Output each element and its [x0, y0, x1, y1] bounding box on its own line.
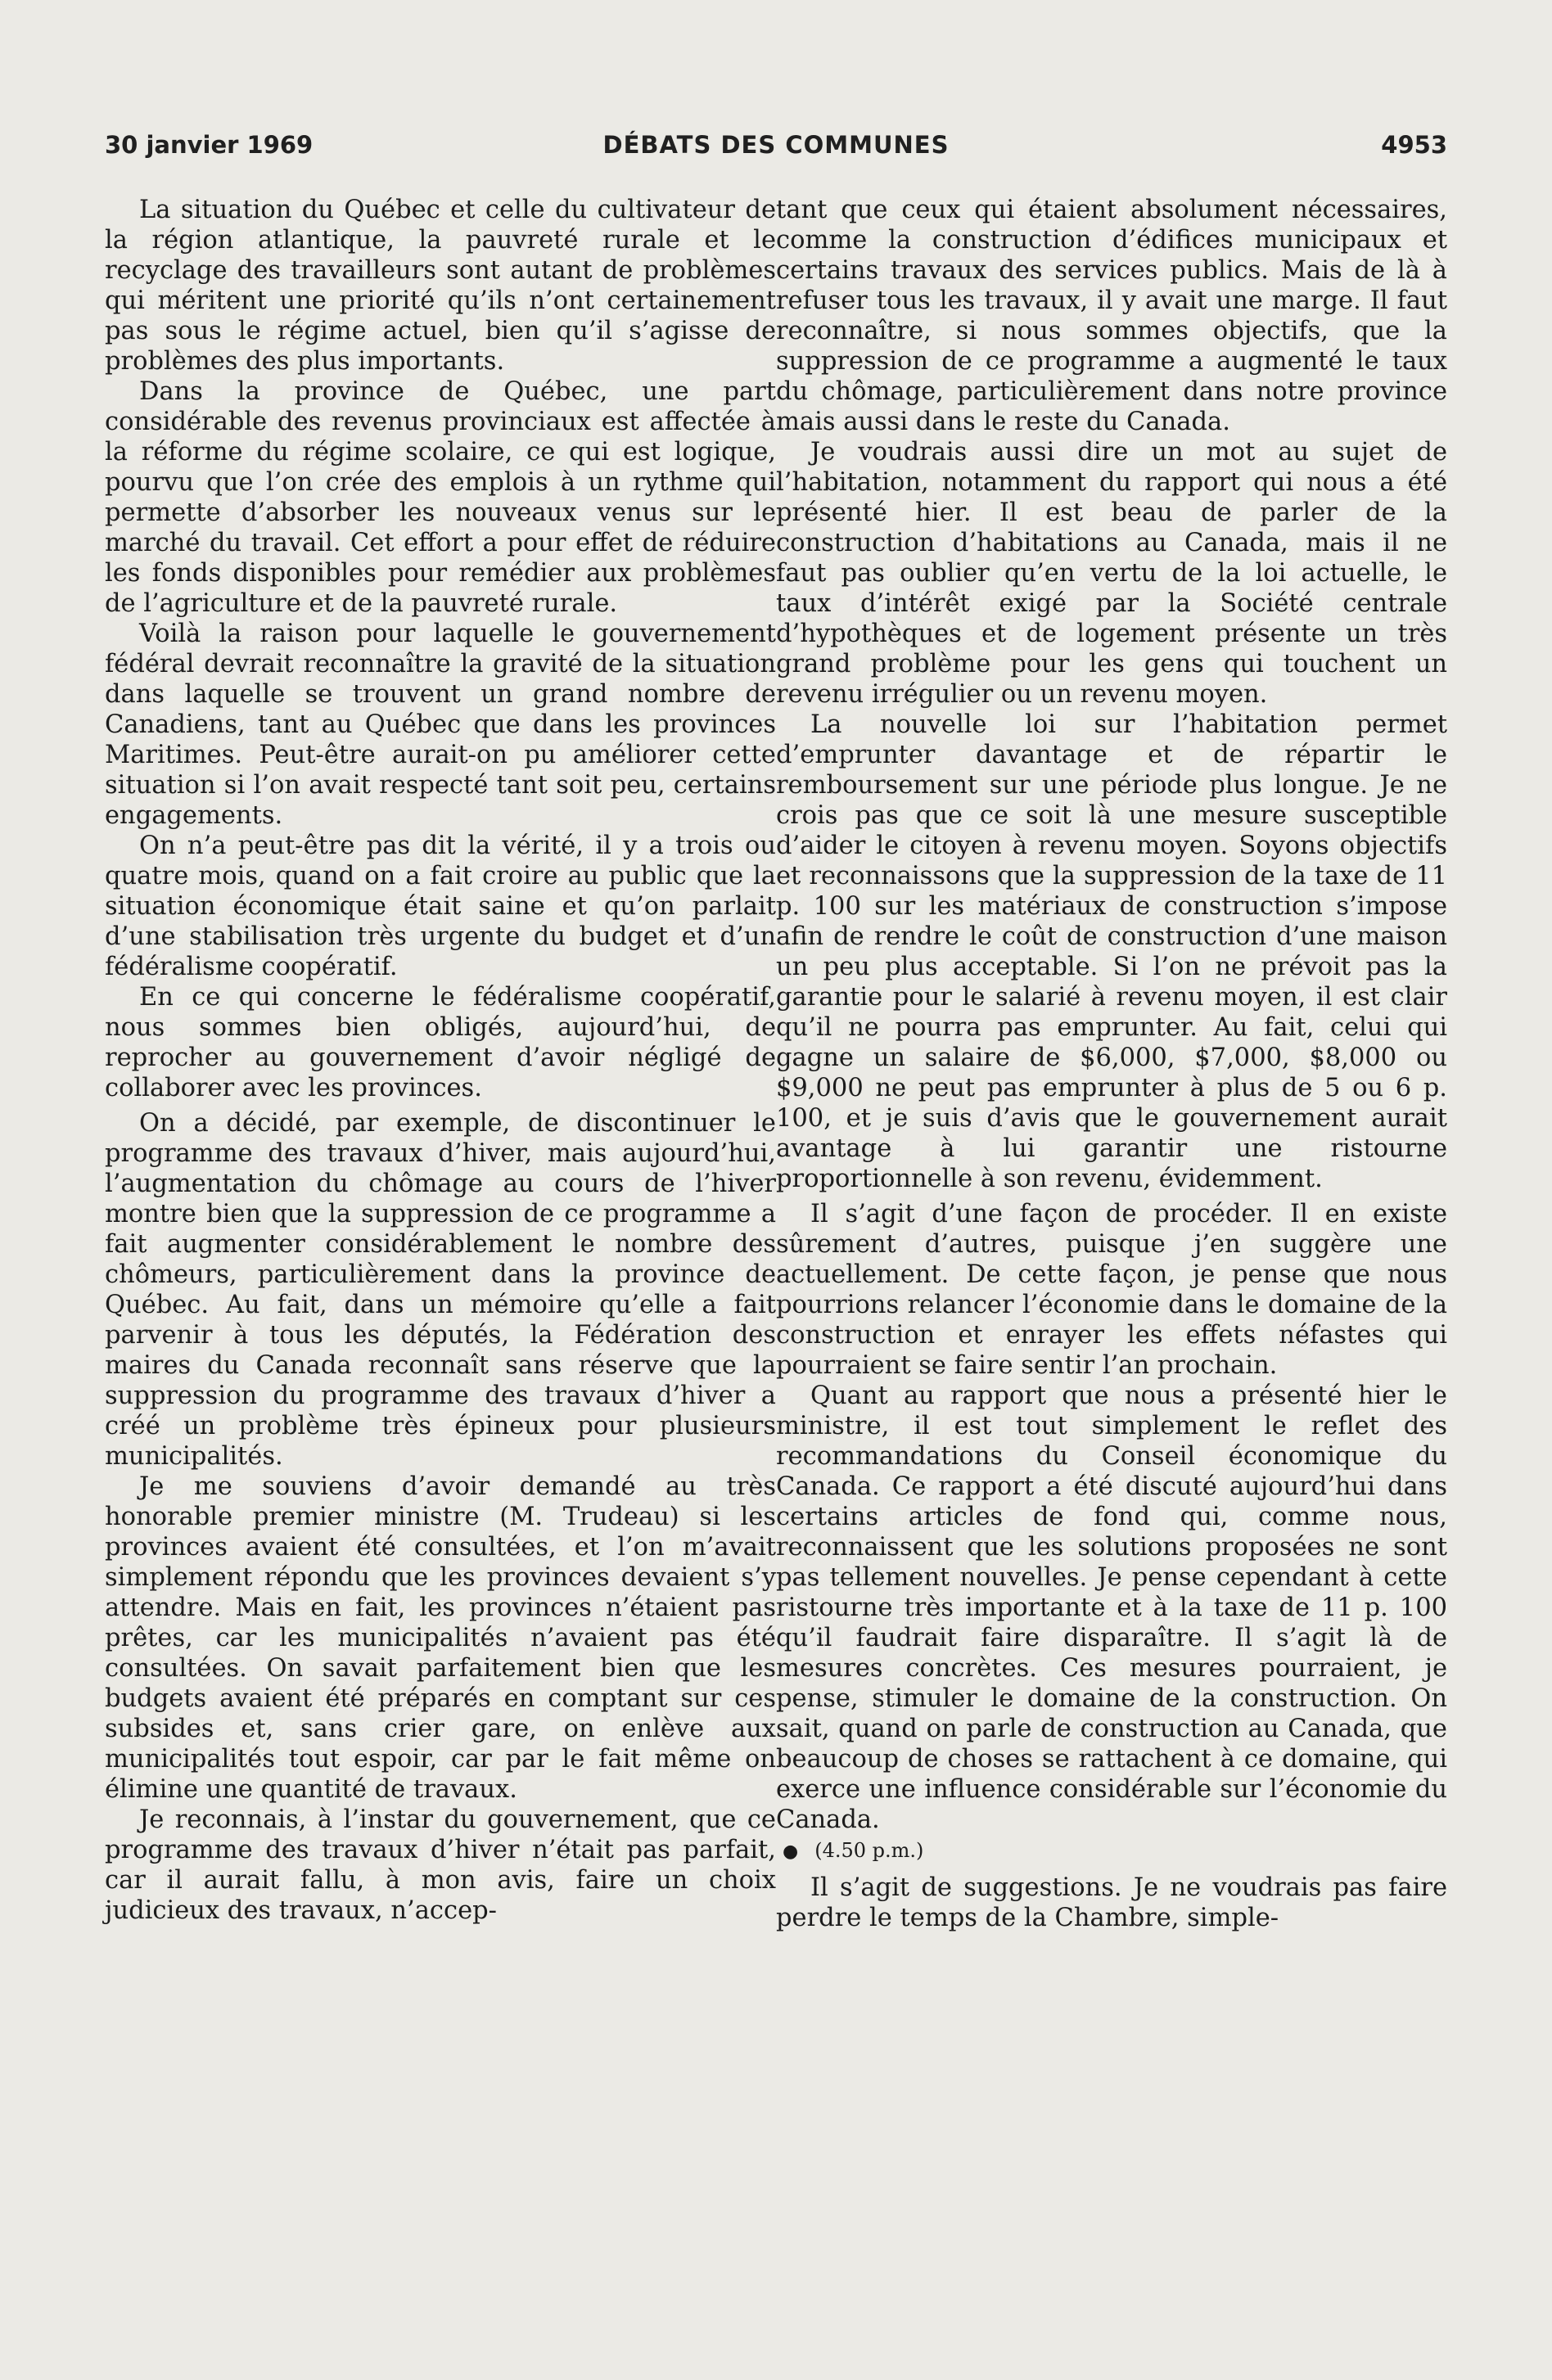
paragraph: Il s’agit d’une façon de procéder. Il en existe sûrement d’autres, puisque j’en suggère une actuellement. De cette façon, je pense que nous pourrions relancer l’économie dans le domaine de la construction et enrayer les effets néfastes qui pourraient se faire sentir l’an prochain.	[776, 1200, 1447, 1380]
paragraph: Il s’agit de suggestions. Je ne voudrais pas faire perdre le temps de la Chambre, simple-	[776, 1873, 1447, 1932]
paragraph-continued: tant que ceux qui étaient absolument nécessaires, comme la construction d’édifices municipaux et certains travaux des services publics. Mais de là à refuser tous les travaux, il y avait une marge. Il faut reconnaître, si nous sommes objectifs, que la suppression de ce programme a augmenté le taux du chômage, particulièrement dans notre province mais aussi dans le reste du Canada.	[776, 196, 1447, 436]
paragraph: Je reconnais, à l’instar du gouvernement, que ce programme des travaux d’hiver n’était pas parfait, car il aurait fallu, à mon avis, faire un choix judicieux des travaux, n’accep-	[105, 1805, 776, 1925]
paragraph: On a décidé, par exemple, de discontinuer le programme des travaux d’hiver, mais aujourd’hui, l’augmentation du chômage au cours de l’hiver montre bien que la suppression de ce programme a fait augmenter considérablement le nombre des chômeurs, particulièrement dans la province de Québec. Au fait, dans un mémoire qu’elle a fait parvenir à tous les députés, la Fédération des maires du Canada reconnaît sans réserve que la suppression du programme des travaux d’hiver a créé un problème très épineux pour plusieurs municipalités.	[105, 1109, 776, 1471]
left-column	[105, 195, 776, 1926]
header-page-number: 4953	[1381, 131, 1447, 159]
bullet-icon: ●	[783, 1841, 799, 1862]
paragraph: En ce qui concerne le fédéralisme coopératif, nous sommes bien obligés, aujourd’hui, de reprocher au gouvernement d’avoir négligé de collaborer avec les provinces.	[105, 983, 776, 1102]
paragraph: Voilà la raison pour laquelle le gouvernement fédéral devrait reconnaître la gravité de la situation dans laquelle se trouvent un grand nombre de Canadiens, tant au Québec que dans les provinces Maritimes. Peut-être aurait-on pu améliorer cette situation si l’on avait respecté tant soit peu, certains engagements.	[105, 620, 776, 830]
header-title: DÉBATS DES COMMUNES	[602, 131, 950, 159]
paragraph: Je me souviens d’avoir demandé au très honorable premier ministre (M. Trudeau) si les provinces avaient été consultées, et l’on m’avait simplement répondu que les provinces devaient s’y attendre. Mais en fait, les provinces n’étaient pas prêtes, car les municipalités n’avaient pas été consultées. On savait parfaitement bien que les budgets avaient été préparés en comptant sur ces subsides et, sans crier gare, on enlève aux municipalités tout espoir, car par le fait même on élimine une quantité de travaux.	[105, 1472, 776, 1804]
right-column	[776, 195, 1447, 1933]
paragraph: Quant au rapport que nous a présenté hier le ministre, il est tout simplement le reflet des recommandations du Conseil économique du Canada. Ce rapport a été discuté aujourd’hui dans certains articles de fond qui, comme nous, reconnaissent que les solutions proposées ne sont pas tellement nouvelles. Je pense cependant à cette ristourne très importante et à la taxe de 11 p. 100 qu’il faudrait faire disparaître. Il s’agit là de mesures concrètes. Ces mesures pourraient, je pense, stimuler le domaine de la construction. On sait, quand on parle de construction au Canada, que beaucoup de choses se rattachent à ce domaine, qui exerce une influence considérable sur l’économie du Canada.	[776, 1382, 1447, 1834]
paragraph: On n’a peut-être pas dit la vérité, il y a trois ou quatre mois, quand on a fait croire au public que la situation économique était saine et qu’on parlait d’une stabilisation très urgente du budget et d’un fédéralisme coopératif.	[105, 832, 776, 981]
timestamp-line	[783, 1838, 1447, 1864]
paragraph: Dans la province de Québec, une part considérable des revenus provinciaux est affectée à la réforme du régime scolaire, ce qui est logique, pourvu que l’on crée des emplois à un rythme qui permette d’absorber les nouveaux venus sur le marché du travail. Cet effort a pour effet de réduire les fonds disponibles pour remédier aux problèmes de l’agriculture et de la pauvreté rurale.	[105, 377, 776, 618]
header-date: 30 janvier 1969	[105, 131, 314, 159]
page-header	[105, 131, 1447, 172]
paragraph: La situation du Québec et celle du cultivateur de la région atlantique, la pauvreté rurale et le recyclage des travailleurs sont autant de problèmes qui méritent une priorité qu’ils n’ont certainement pas sous le régime actuel, bien qu’il s’agisse de problèmes des plus importants.	[105, 196, 776, 376]
paragraph: Je voudrais aussi dire un mot au sujet de l’habitation, notamment du rapport qui nous a été présenté hier. Il est beau de parler de la construction d’habitations au Canada, mais il ne faut pas oublier qu’en vertu de la loi actuelle, le taux d’intérêt exigé par la Société centrale d’hypothèques et de logement présente un très grand problème pour les gens qui touchent un revenu irrégulier ou un revenu moyen.	[776, 438, 1447, 709]
timestamp: (4.50 p.m.)	[814, 1839, 924, 1862]
paragraph: La nouvelle loi sur l’habitation permet d’emprunter davantage et de répartir le remboursement sur une période plus longue. Je ne crois pas que ce soit là une mesure susceptible d’aider le citoyen à revenu moyen. Soyons objectifs et reconnaissons que la suppression de la taxe de 11 p. 100 sur les matériaux de construction s’impose afin de rendre le coût de construction d’une maison un peu plus acceptable. Si l’on ne prévoit pas la garantie pour le salarié à revenu moyen, il est clair qu’il ne pourra pas emprunter. Au fait, celui qui gagne un salaire de $6,000, $7,000, $8,000 ou $9,000 ne peut pas emprunter à plus de 5 ou 6 p. 100, et je suis d’avis que le gouvernement aurait avantage à lui garantir une ristourne proportionnelle à son revenu, évidemment.	[776, 710, 1447, 1193]
